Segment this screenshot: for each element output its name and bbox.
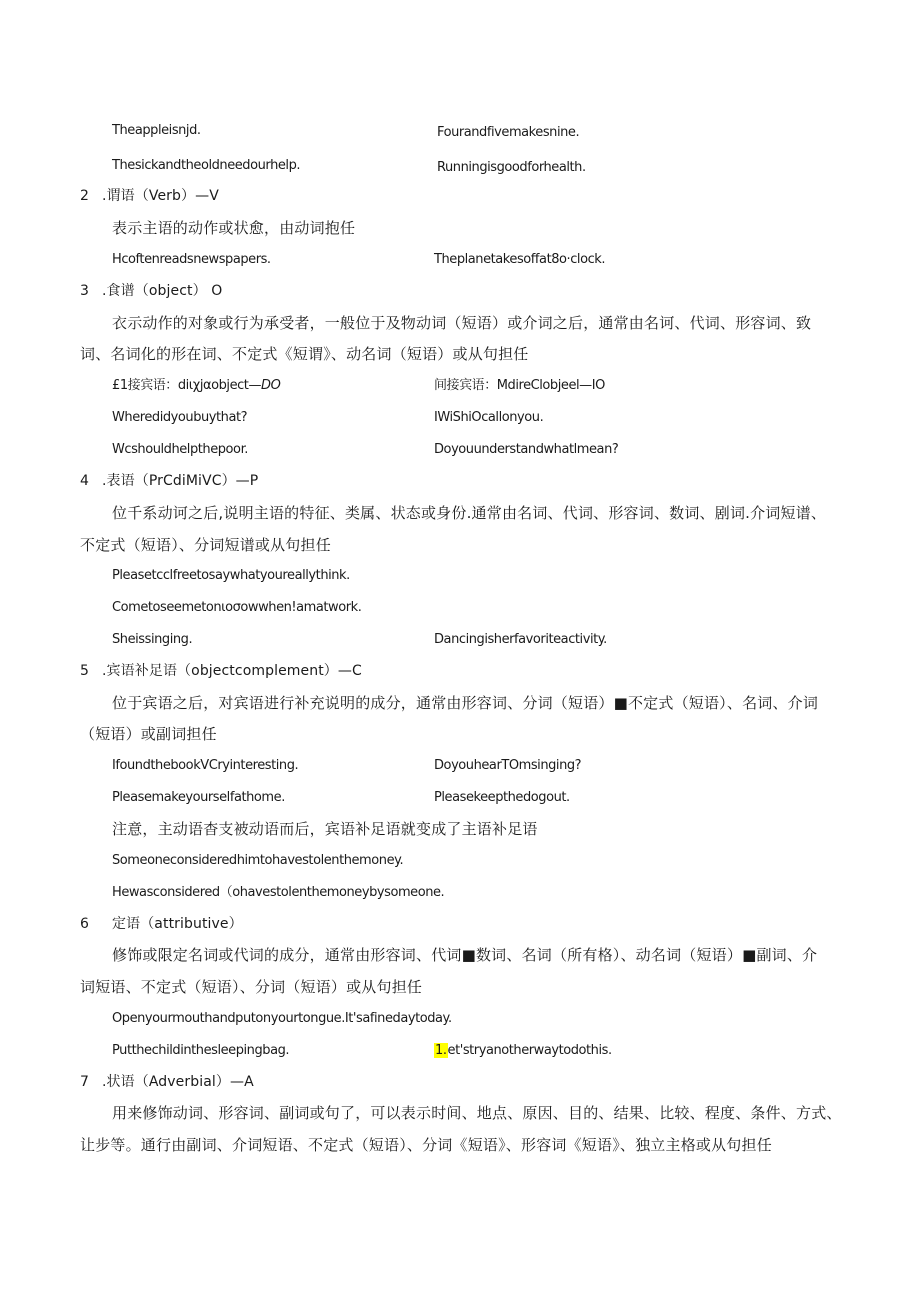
example-subject-3: Thesickandtheoldneedourhelp. xyxy=(112,158,301,173)
section-number: 7 xyxy=(80,1074,90,1090)
example-complement-1: IfoundthebookVCryinteresting. xyxy=(112,758,299,773)
example-complement-6: Hewasconsidered（ohavestolenthemoneybysomeone. xyxy=(112,885,445,900)
paragraph-complement-2: （短语）或副词担任 xyxy=(80,725,217,743)
section-number: 3 xyxy=(80,283,90,299)
example-predicative-2: Cometoseemetonιoσowwhen!amatwork. xyxy=(112,600,362,615)
indirect-object-label: 间接宾语：MdireClobjeel—IO xyxy=(434,378,605,393)
example-subject-4: Runningisgoodforhealth. xyxy=(437,160,586,174)
example-verb-2: Theplanetakesoffat8o·clock. xyxy=(434,252,606,267)
section-heading-verb xyxy=(80,186,219,206)
section-heading-predicative xyxy=(80,471,258,491)
paragraph-complement-1: 位于宾语之后，对宾语进行补充说明的成分，通常由形容词、分词（短语）■不定式（短语）、名词、介词 xyxy=(112,694,819,712)
section-heading-object-complement xyxy=(80,661,362,681)
section-number: 2 xyxy=(80,188,90,204)
example-attributive-3 xyxy=(434,1041,612,1061)
paragraph-object-2: 词、名词化的形在词、不定式《短谓》、动名词（短语）或从句担任 xyxy=(80,345,529,363)
paragraph-adverbial-1: 用来修饰动词、形容词、副词或句了，可以表示时间、地点、原因、目的、结果、比较、程度、条件、方式、 xyxy=(112,1104,842,1122)
section-number: 4 xyxy=(80,473,90,489)
example-attributive-3-text: et'stryanotherwaytodothis. xyxy=(447,1043,612,1058)
example-predicative-1: Pleasetcclfreetosaywhatyoureallythink. xyxy=(112,568,350,583)
direct-object-label xyxy=(112,376,280,396)
direct-object-text: £1接宾语：diιχjαobject— xyxy=(112,378,262,393)
section-title: .表语（PrCdiMiVC）—P xyxy=(102,473,259,489)
paragraph-attributive-2: 词短语、不定式（短语）、分词（短语）或从句担任 xyxy=(80,978,423,996)
example-object-2: IWiShiOcallonyou. xyxy=(434,410,544,425)
section-title: .状语（Adverbial）—A xyxy=(102,1074,254,1090)
example-object-3: Wcshouldhelpthepoor. xyxy=(112,442,248,457)
paragraph-adverbial-2: 让步等。通行由副词、介词短语、不定式（短语）、分词《短语》、形容词《短语》、独立主格或从句担任 xyxy=(80,1136,772,1154)
highlight-mark: 1. xyxy=(435,1043,447,1058)
example-complement-2: DoyouhearTOmsinging? xyxy=(434,758,582,773)
section-title: .谓语（Verb）—V xyxy=(102,188,219,204)
paragraph-object-1: 衣示动作的对象或行为承受者，一般位于及物动词（短语）或介词之后，通常由名诃、代词、形容词、致 xyxy=(112,314,812,332)
example-complement-4: Pleasekeepthedogout. xyxy=(434,790,570,805)
example-verb-1: Hcoftenreadsnewspapers. xyxy=(112,252,271,267)
section-number: 5 xyxy=(80,663,90,679)
example-attributive-1: Openyourmouthandputonyourtongue.It'safinedaytoday. xyxy=(112,1011,452,1026)
section-heading-object xyxy=(80,281,222,301)
paragraph-predicative-1: 位千系动诃之后,说明主语的特征、类属、状态或身份.通常由名词、代词、形容词、数词、剧词.介词短谱、 xyxy=(112,504,827,522)
example-predicative-3: Sheissinging. xyxy=(112,632,193,647)
example-predicative-4: Dancingisherfavoriteactivity. xyxy=(434,632,607,647)
paragraph-attributive-1: 修饰或限定名词或代词的成分，通常由形容词、代词■数词、名词（所有格）、动名词（短语）■副词、介 xyxy=(112,946,818,964)
example-attributive-2: Putthechildinthesleepingbag. xyxy=(112,1043,290,1058)
example-subject-2: Fourandfivemakesnine. xyxy=(437,125,580,140)
section-heading-adverbial xyxy=(80,1072,254,1092)
example-complement-3: Pleasemakeyourselfathome. xyxy=(112,790,285,805)
note-complement: 注意，主动语杳支被动语而后，宾语补足语就变成了主语补足语 xyxy=(112,820,538,838)
example-object-1: Wheredidyoubuythat? xyxy=(112,410,248,425)
section-heading-attributive xyxy=(80,914,243,934)
paragraph-verb: 表示主语的动作或状愈，由动词抱任 xyxy=(112,219,356,237)
example-object-4: Doyouunderstandwhatlmean? xyxy=(434,442,619,457)
section-title: .食谱（object） O xyxy=(102,283,223,299)
section-number: 6 xyxy=(80,916,90,932)
example-subject-1: Theappleisnjd. xyxy=(112,123,201,138)
example-complement-5: Someoneconsideredhimtohavestolenthemoney. xyxy=(112,853,404,868)
section-title: .宾语补足语（objectcomplement）—C xyxy=(102,663,362,679)
section-title: 定语（attributive） xyxy=(112,916,243,932)
paragraph-predicative-2: 不定式（短语）、分词短谱或从句担任 xyxy=(80,536,331,554)
direct-object-abbr: DO xyxy=(261,378,281,393)
